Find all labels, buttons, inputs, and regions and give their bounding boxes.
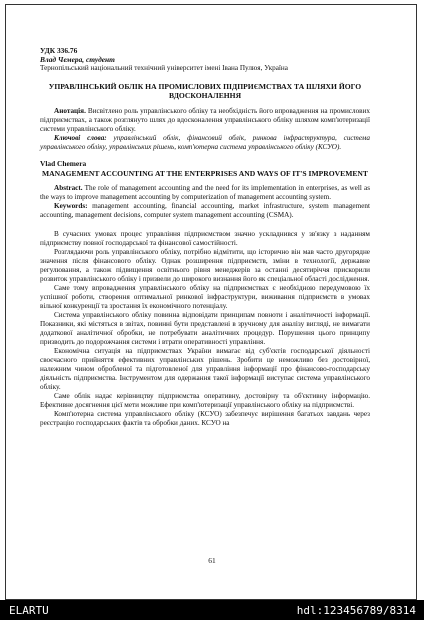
article xyxy=(40,46,370,428)
body-paragraph: Комп'ютерна система управлінського обліку (КСУО) забезпечує вирішення багатьох завдань через реєстрацію господарських фактів та обробки даних. КСУО на xyxy=(40,410,370,428)
body-paragraph: Економічна ситуація на підприємствах України вимагає від суб'єктів господарської діяльності своєчасного прийняття ефективних управлінських рішень. Зробити це неможливо без достовірної, належним чином обробленої та підготовленої для управління інформації про фінансово-господарську діяльність підприємства. Інструментом для одержання такої інформації виступає система управлінського обліку. xyxy=(40,347,370,392)
abstract-en-label: Abstract. xyxy=(54,184,83,193)
abstract-ua-text: Висвітлено роль управлінського обліку та необхідність його впровадження на промислових підприємствах, а також розглянуто шлях до вдосконалення управлінського обліку шляхом комп'ютеризації системи управлінського обліку. xyxy=(40,106,370,133)
body-paragraph: Саме тому впровадження управлінського обліку на підприємствах є необхідною передумовою їх успішної роботи, створення оптимальної ринкової інфраструктури, виживання підприємств в умовах вільної конкуренції та зростання їх економічного потенціалу. xyxy=(40,284,370,311)
abstract-en-text: The role of management accounting and the need for its implementation in enterprises, as well as the ways to improve management accounting by computerization of management accounting system. xyxy=(40,184,370,202)
body-paragraph: Розглядаючи роль управлінського обліку, потрібно відмітити, що історично він мав часто другорядне значення після фінансового обліку. Однак розширення підприємств, зміни в технології, державне регулювання, а також підвищення освітнього рівня менеджерів за останні десятиріччя прискорили розвиток управлінського обліку і призвели до широкого визнання його як спеціальної області дослідження. xyxy=(40,248,370,284)
title-en: MANAGEMENT ACCOUNTING AT THE ENTERPRISES AND WAYS OF IT'S IMPROVEMENT xyxy=(42,168,368,178)
keywords-en xyxy=(40,202,370,220)
footer-repository-name: ELARTU xyxy=(9,603,49,617)
body-text xyxy=(40,230,370,428)
affiliation: Тернопільський національний технічний університет імені Івана Пулюя, Україна xyxy=(40,64,288,72)
keywords-ua-text: управлінський облік, фінансовий облік, ринкова інфраструктура, система управлінського обліку, управлінських рішень, комп'ютерна система управлінського обліку (КСУО). xyxy=(40,133,370,151)
author-en: Vlad Chemera xyxy=(40,158,87,168)
page-number: 61 xyxy=(208,556,216,565)
abstract-en xyxy=(40,184,370,202)
author-ua: Влад Чемера, студент xyxy=(40,55,115,64)
keywords-ua xyxy=(40,134,370,152)
title-ua: УПРАВЛІНСЬКИЙ ОБЛІК НА ПРОМИСЛОВИХ ПІДПРИЄМСТВАХ ТА ШЛЯХИ ЙОГО ВДОСКОНАЛЕННЯ xyxy=(48,82,362,101)
footer-bar xyxy=(0,600,424,620)
keywords-en-text: management accounting, financial accounting, market infrastructure, system management accounting, management decisions, computer system management accounting (CSMA). xyxy=(40,202,370,220)
keywords-ua-label: Ключові слова: xyxy=(54,133,107,142)
footer-handle: hdl:123456789/8314 xyxy=(296,603,416,617)
udk-code: УДК 336.76 xyxy=(40,46,78,55)
body-paragraph: В сучасних умовах процес управління підприємством значно ускладнився у зв'язку з наданням підприємству повної господарської та фінансової самостійності. xyxy=(40,230,370,248)
keywords-en-label: Keywords: xyxy=(54,202,88,211)
body-paragraph: Саме облік надає керівництву підприємства оперативну, достовірну та об'єктивну інформацію. Ефективне досягнення цієї мети можливе при комп'ютеризації управлінського обліку на підприємстві. xyxy=(40,392,370,410)
abstract-ua xyxy=(40,107,370,134)
abstract-ua-label: Анотація. xyxy=(54,106,86,115)
body-paragraph: Система управлінського обліку повинна відповідати принципам повноти і аналітичності інформації. Показники, які містяться в звітах, повинні бути представлені в зручному для аналізу вигляді, не вимагати додаткової аналітичної обробки, не потребувати аналітичних процедур. Порушення цього принципу призводить до подорожчання системи і втрати оперативності управління. xyxy=(40,311,370,347)
